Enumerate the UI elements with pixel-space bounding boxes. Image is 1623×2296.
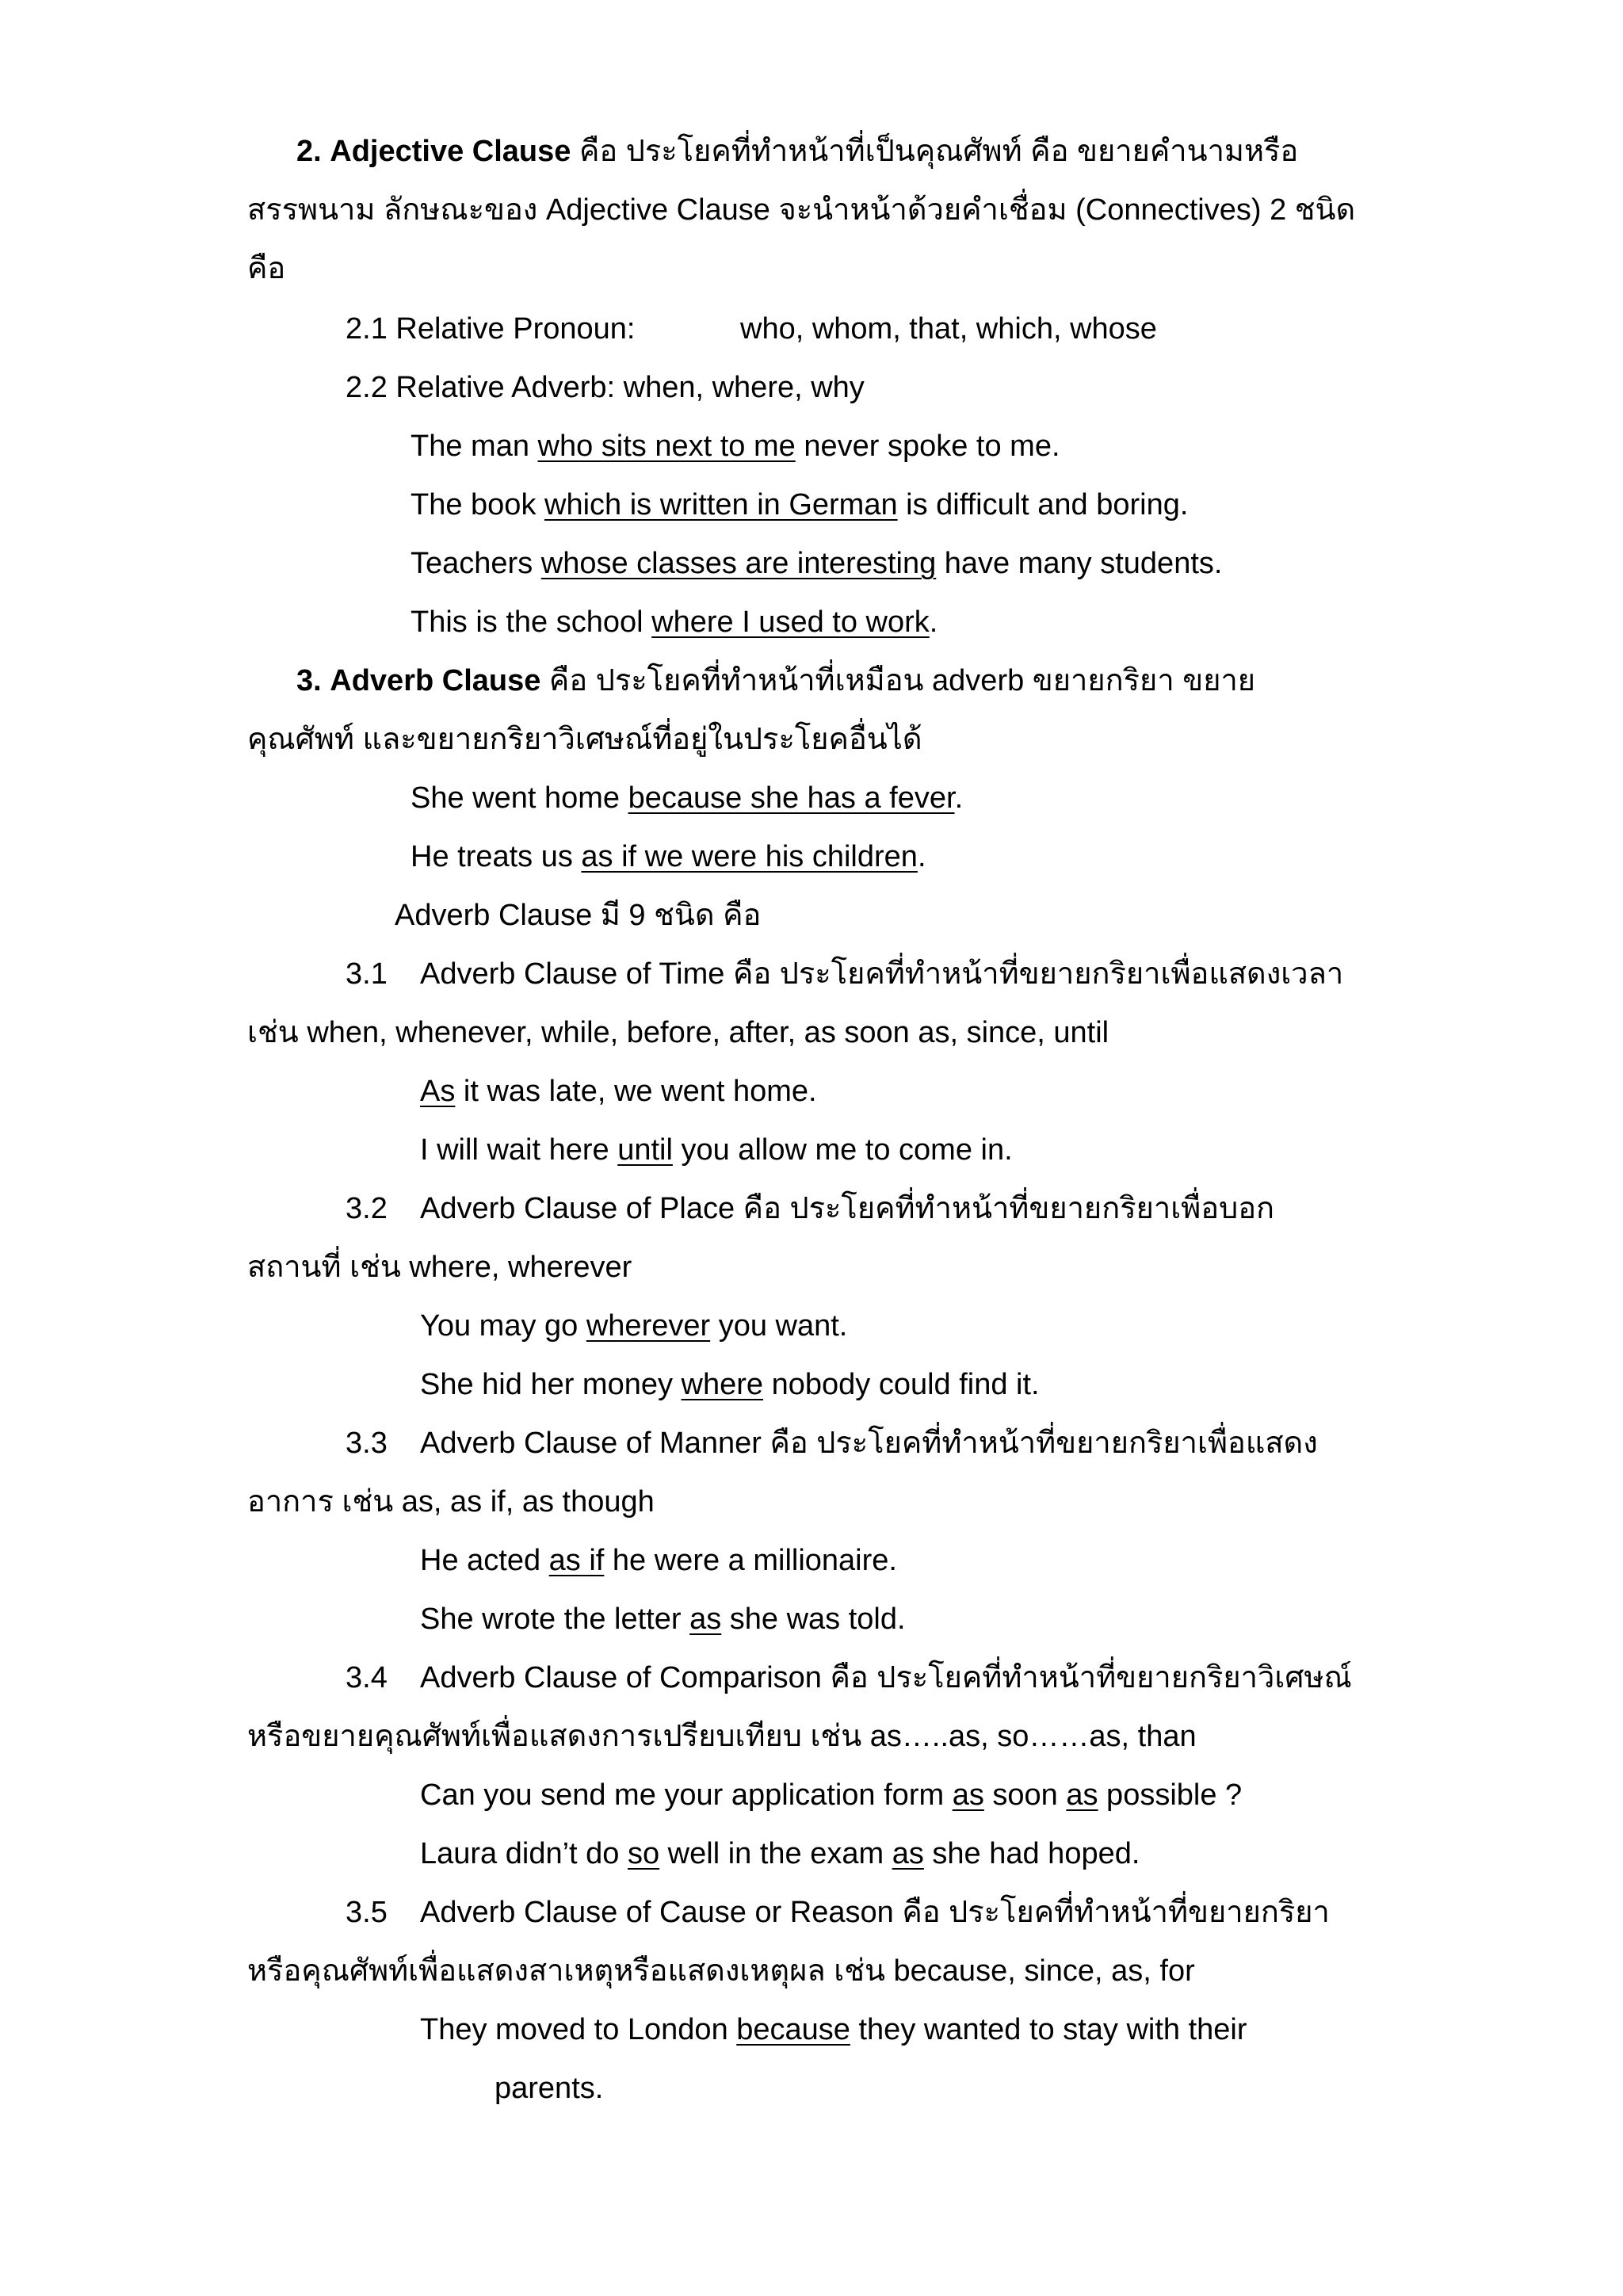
underlined-clause: as if we were his children [581, 840, 918, 873]
underlined-connective: as [689, 1603, 722, 1636]
underlined-clause: whose classes are interesting [540, 547, 937, 580]
sub34-line2: หรือขยายคุณศัพท์เพื่อแสดงการเปรียบเทียบ เช่น as…..as, so……as, than [247, 1720, 1197, 1753]
sub35-number: 3.5 [346, 1896, 388, 1929]
underlined-clause: because she has a fever [628, 781, 955, 815]
adjective-example-4: This is the school where I used to work. [411, 606, 938, 639]
adjective-example-2: The book which is written in German is difficult and boring. [411, 488, 1189, 521]
underlined-connective: where [681, 1368, 764, 1401]
section3-definition-start: คือ ประโยคที่ทำหน้าที่เหมือน adverb ขยายกริยา ขยาย [540, 664, 1256, 697]
sub32-line2: สถานที่ เช่น where, wherever [247, 1251, 632, 1284]
underlined-clause: who sits next to me [537, 430, 796, 463]
sub31-line2: เช่น when, whenever, while, before, after, as soon as, since, until [247, 1016, 1109, 1049]
sub34-example-1: Can you send me your application form as soon as possible ? [420, 1778, 1243, 1812]
relative-pronoun-values: who, whom, that, which, whose [740, 312, 1157, 346]
sub35-example-1: They moved to London because they wanted to stay with their [420, 2013, 1247, 2046]
adjective-example-3: Teachers whose classes are interesting have many students. [411, 547, 1223, 580]
section2-term: Adjective Clause [330, 135, 571, 168]
underlined-connective: until [617, 1133, 673, 1167]
sub32-number: 3.2 [346, 1192, 388, 1225]
sub33-example-2: She wrote the letter as she was told. [420, 1603, 906, 1636]
underlined-clause: where I used to work [651, 606, 930, 639]
underlined-connective: wherever [586, 1309, 711, 1343]
sub32-line1: 3.2 Adverb Clause of Place คือ ประโยคที่ทำหน้าที่ขยายกริยาเพื่อบอก [346, 1192, 1275, 1225]
sub35-line1: 3.5 Adverb Clause of Cause or Reason คือ ประโยคที่ทำหน้าที่ขยายกริยา [346, 1896, 1330, 1929]
relative-pronoun-label: 2.1 Relative Pronoun: [346, 312, 636, 346]
underlined-connective: because [736, 2013, 850, 2046]
sub34-example-2: Laura didn’t do so well in the exam as she had hoped. [420, 1837, 1140, 1870]
adverb-example-1: She went home because she has a fever. [411, 781, 964, 815]
sub31-example-2: I will wait here until you allow me to come in. [420, 1133, 1013, 1167]
section3-definition-line2: คุณศัพท์ และขยายกริยาวิเศษณ์ที่อยู่ในประโยคอื่นได้ [247, 723, 922, 756]
sub31-number: 3.1 [346, 957, 388, 991]
section3-heading-line [296, 663, 1255, 699]
sub35-example-1-continuation: parents. [495, 2072, 604, 2105]
relative-pronoun-line [346, 311, 1157, 347]
sub34-line1: 3.4 Adverb Clause of Comparison คือ ประโยคที่ทำหน้าที่ขยายกริยาวิเศษณ์ [346, 1661, 1352, 1694]
underlined-connective: so [627, 1837, 660, 1870]
section2-definition-line2: สรรพนาม ลักษณะของ Adjective Clause จะนำหน้าด้วยคำเชื่อม (Connectives) 2 ชนิด [247, 193, 1356, 227]
section3-number: 3. [296, 664, 322, 697]
underlined-connective: as [1066, 1778, 1098, 1812]
underlined-connective: as [892, 1837, 924, 1870]
section2-definition-start: คือ ประโยคที่ทำหน้าที่เป็นคุณศัพท์ คือ ขยายคำนามหรือ [571, 135, 1299, 168]
underlined-connective: As [420, 1075, 456, 1108]
adjective-example-1: The man who sits next to me never spoke to me. [411, 430, 1060, 463]
sub33-number: 3.3 [346, 1427, 388, 1460]
underlined-connective: as if [548, 1544, 605, 1577]
sub33-line2: อาการ เช่น as, as if, as though [247, 1485, 655, 1519]
section2-definition-line3: คือ [247, 252, 286, 285]
sub34-number: 3.4 [346, 1661, 388, 1694]
adverb-example-2: He treats us as if we were his children. [411, 840, 926, 873]
section2-number: 2. [296, 135, 322, 168]
sub33-example-1: He acted as if he were a millionaire. [420, 1544, 897, 1577]
underlined-clause: which is written in German [544, 488, 898, 521]
section3-term: Adverb Clause [330, 664, 541, 697]
underlined-connective: as [952, 1778, 984, 1812]
sub32-example-2: She hid her money where nobody could find it. [420, 1368, 1040, 1401]
sub31-example-1: As it was late, we went home. [420, 1075, 817, 1108]
sub35-line2: หรือคุณศัพท์เพื่อแสดงสาเหตุหรือแสดงเหตุผล เช่น because, since, as, for [247, 1954, 1195, 1988]
adverb-kinds-intro: Adverb Clause มี 9 ชนิด คือ [395, 899, 762, 932]
section2-heading-line [296, 133, 1298, 170]
sub33-line1: 3.3 Adverb Clause of Manner คือ ประโยคที่ทำหน้าที่ขยายกริยาเพื่อแสดง [346, 1427, 1318, 1460]
sub32-example-1: You may go wherever you want. [420, 1309, 848, 1343]
relative-adverb-line: 2.2 Relative Adverb: when, where, why [346, 371, 865, 404]
sub31-line1: 3.1 Adverb Clause of Time คือ ประโยคที่ทำหน้าที่ขยายกริยาเพื่อแสดงเวลา [346, 957, 1344, 991]
